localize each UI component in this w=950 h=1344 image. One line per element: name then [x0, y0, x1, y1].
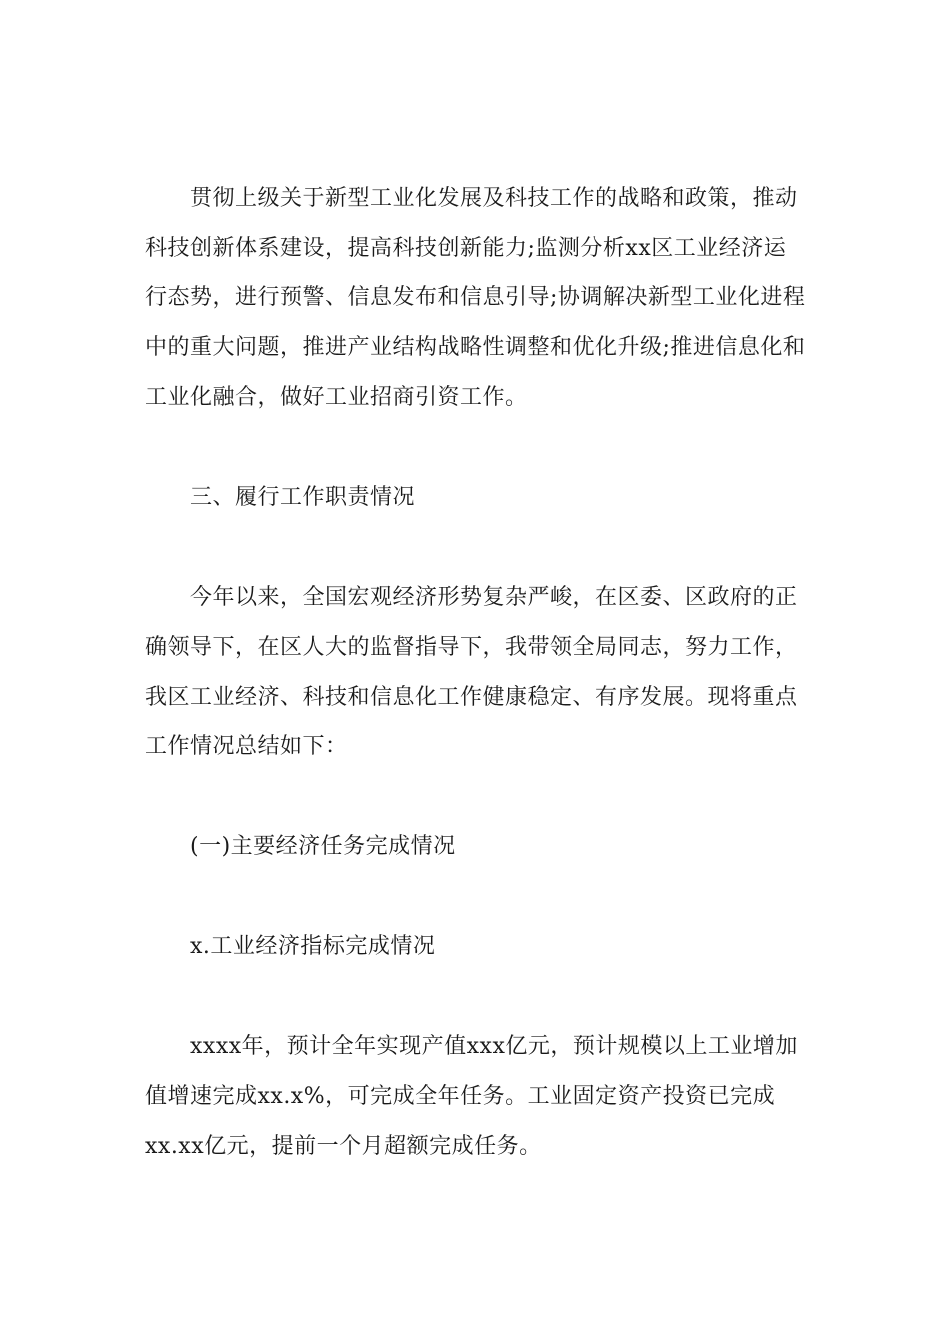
subsection-heading: (一)主要经济任务完成情况 [190, 834, 456, 859]
paragraph-1-line-1: 贯彻上级关于新型工业化发展及科技工作的战略和政策，推动 [190, 186, 798, 211]
paragraph-2-line-3: 我区工业经济、科技和信息化工作健康稳定、有序发展。现将重点 [145, 685, 798, 710]
paragraph-1-line-3: 行态势，进行预警、信息发布和信息引导;协调解决新型工业化进程 [145, 285, 806, 310]
paragraph-2-line-2: 确领导下，在区人大的监督指导下，我带领全局同志，努力工作， [145, 635, 798, 660]
paragraph-3-line-3: xx.xx亿元，提前一个月超额完成任务。 [145, 1134, 542, 1159]
item-heading: x.工业经济指标完成情况 [190, 934, 436, 959]
section-heading: 三、履行工作职责情况 [190, 485, 416, 510]
paragraph-2-line-1: 今年以来，全国宏观经济形势复杂严峻，在区委、区政府的正 [190, 585, 798, 610]
paragraph-1-line-4: 中的重大问题，推进产业结构战略性调整和优化升级;推进信息化和 [145, 335, 806, 360]
paragraph-3-line-1: xxxx年，预计全年实现产值xxx亿元，预计规模以上工业增加 [190, 1034, 798, 1059]
paragraph-1-line-5: 工业化融合，做好工业招商引资工作。 [145, 385, 528, 410]
paragraph-2-line-4: 工作情况总结如下： [145, 734, 348, 759]
paragraph-3-line-2: 值增速完成xx.x%，可完成全年任务。工业固定资产投资已完成 [145, 1084, 776, 1109]
paragraph-1-line-2: 科技创新体系建设，提高科技创新能力;监测分析xx区工业经济运 [145, 236, 787, 261]
